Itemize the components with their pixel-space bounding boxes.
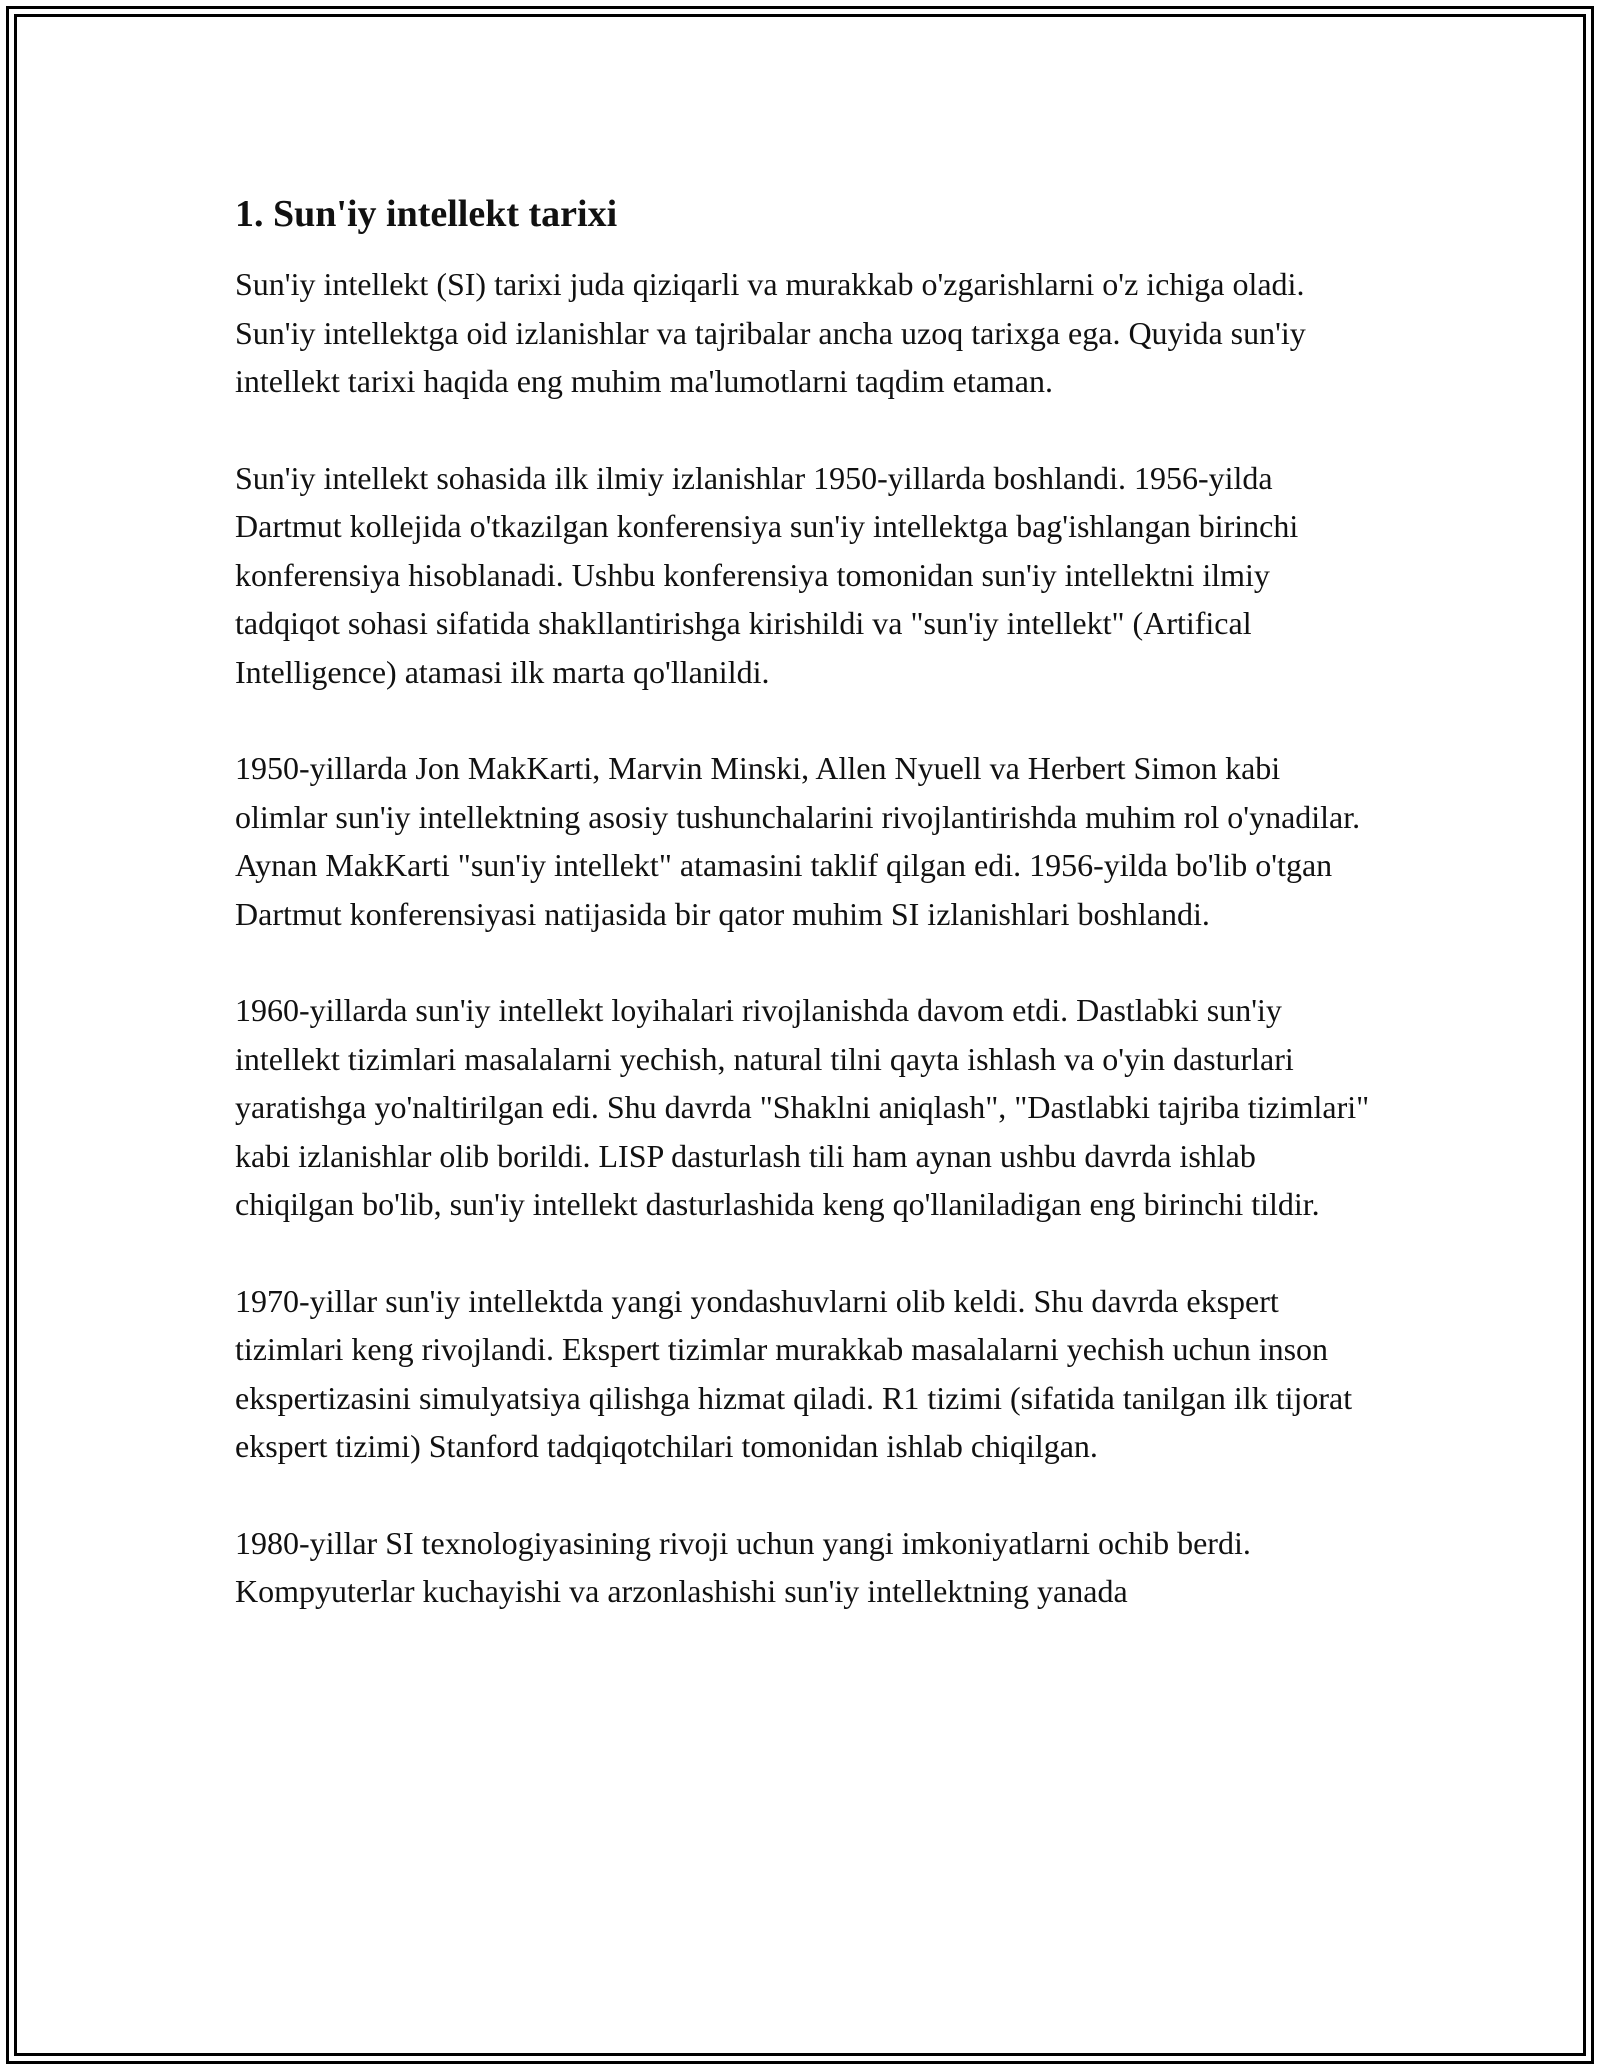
paragraph-1960s: 1960-yillarda sun'iy intellekt loyihalari rivojlanishda davom etdi. Dastlabki sun'iy intellekt tizimlari masalalarni yechish, natural tilni qayta ishlash va o'yin dasturlari yaratishga yo'naltirilgan edi. Shu davrda "Shaklni aniqlash", "Dastlabki tajriba tizimlari" kabi izlanishlar olib borildi. LISP dasturlash tili ham aynan ushbu davrda ishlab chiqilgan bo'lib, sun'iy intellekt dasturlashida keng qo'llaniladigan eng birinchi tildir. <box>235 992 1370 1222</box>
paragraph-1970s: 1970-yillar sun'iy intellektda yangi yondashuvlarni olib keldi. Shu davrda ekspert tizimlari keng rivojlandi. Ekspert tizimlar murakkab masalalarni yechish uchun inson ekspertizasini simulyatsiya qilishga hizmat qiladi. R1 tizimi (sifatida tanilgan ilk tijorat ekspert tizimi) Stanford tadqiqotchilari tomonidan ishlab chiqilgan. <box>235 1282 1353 1464</box>
paragraph-1950s-scientists: 1950-yillarda Jon MakKarti, Marvin Minski, Allen Nyuell va Herbert Simon kabi olimlar sun'iy intellektning asosiy tushunchalarini rivojlantirishda muhim rol o'ynadilar. Aynan MakKarti "sun'iy intellekt" atamasini taklif qilgan edi. 1956-yilda bo'lib o'tgan Dartmut konferensiyasi natijasida bir qator muhim SI izlanishlari boshlandi. <box>235 750 1361 932</box>
section-heading: 1. Sun'iy intellekt tarixi <box>235 193 618 235</box>
document-body <box>235 186 1370 1616</box>
paragraph-1980s: 1980-yillar SI texnologiyasining rivoji uchun yangi imkoniyatlarni ochib berdi. Kompyuterlar kuchayishi va arzonlashishi sun'iy intellektning yanada <box>235 1524 1251 1609</box>
paragraph-1950s-research: Sun'iy intellekt sohasida ilk ilmiy izlanishlar 1950-yillarda boshlandi. 1956-yilda Dartmut kollejida o'tkazilgan konferensiya sun'iy intellektga bag'ishlangan birinchi konferensiya hisoblanadi. Ushbu konferensiya tomonidan sun'iy intellektni ilmiy tadqiqot sohasi sifatida shakllantirishga kirishildi va "sun'iy intellekt" (Artifical Intelligence) atamasi ilk marta qo'llanildi. <box>235 459 1299 690</box>
paragraph-intro: Sun'iy intellekt (SI) tarixi juda qiziqarli va murakkab o'zgarishlarni o'z ichiga oladi. Sun'iy intellektga oid izlanishlar va tajribalar ancha uzoq tarixga ega. Quyida sun'iy intellekt tarixi haqida eng muhim ma'lumotlarni taqdim etaman. <box>235 266 1306 399</box>
